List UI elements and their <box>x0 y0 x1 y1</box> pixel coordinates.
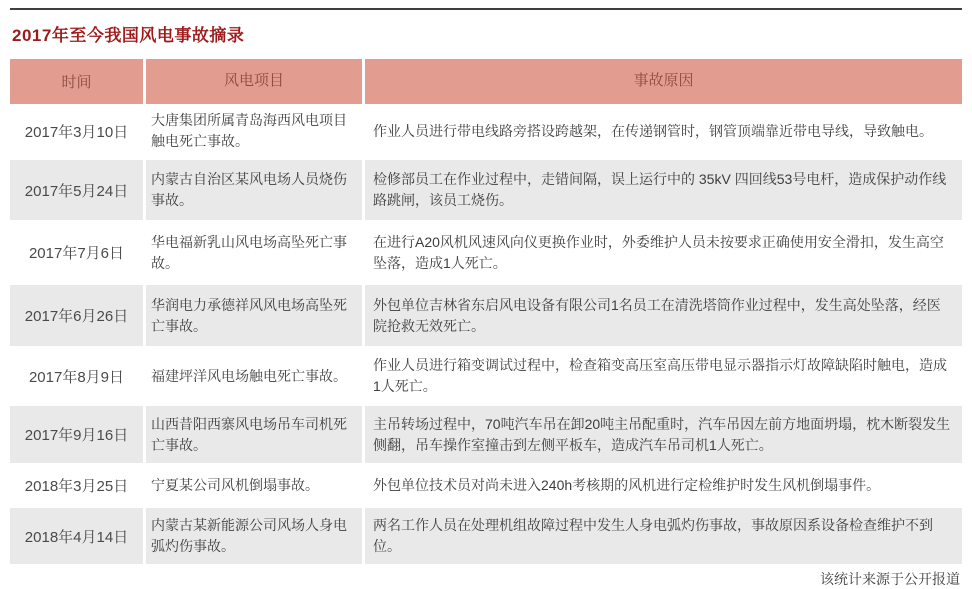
cause-cell: 外包单位技术员对尚未进入240h考核期的风机进行定检维护时发生风机倒塌事件。 <box>365 465 962 506</box>
date-cell: 2017年7月6日 <box>10 222 143 283</box>
date-cell: 2018年3月25日 <box>10 465 143 506</box>
accidents-table <box>10 59 962 564</box>
table-row <box>10 508 962 564</box>
cause-cell: 两名工作人员在处理机组故障过程中发生人身电弧灼伤事故，事故原因系设备检查维护不到位。 <box>365 508 962 564</box>
date-cell: 2017年8月9日 <box>10 348 143 404</box>
table-row <box>10 285 962 346</box>
table-row <box>10 348 962 404</box>
table-header-row <box>10 59 962 104</box>
project-cell: 内蒙古自治区某风电场人员烧伤事故。 <box>146 160 362 220</box>
table-row <box>10 222 962 283</box>
table-row <box>10 406 962 463</box>
date-cell: 2017年5月24日 <box>10 160 143 220</box>
date-cell: 2017年9月16日 <box>10 406 143 463</box>
header-time: 时间 <box>10 59 143 104</box>
cause-cell: 主吊转场过程中，70吨汽车吊在卸20吨主吊配重时，汽车吊因左前方地面坍塌，枕木断裂发生侧翻，吊车操作室撞击到左侧平板车，造成汽车吊司机1人死亡。 <box>365 406 962 463</box>
date-cell: 2018年4月14日 <box>10 508 143 564</box>
top-divider <box>10 8 962 10</box>
date-cell: 2017年6月26日 <box>10 285 143 346</box>
source-note: 该统计来源于公开报道 <box>820 571 960 587</box>
project-cell: 内蒙古某新能源公司风场人身电弧灼伤事故。 <box>146 508 362 564</box>
project-cell: 华电福新乳山风电场高坠死亡事故。 <box>146 222 362 283</box>
page-title: 2017年至今我国风电事故摘录 <box>12 26 245 45</box>
header-project: 风电项目 <box>146 59 362 104</box>
table-row <box>10 104 962 158</box>
cause-cell: 检修部员工在作业过程中，走错间隔，误上运行中的 35kV 四回线53号电杆，造成保护动作线路跳闸，该员工烧伤。 <box>365 160 962 220</box>
cause-cell: 外包单位吉林省东启风电设备有限公司1名员工在清洗塔筒作业过程中，发生高处坠落，经医院抢救无效死亡。 <box>365 285 962 346</box>
project-cell: 华润电力承德祥风风电场高坠死亡事故。 <box>146 285 362 346</box>
header-cause: 事故原因 <box>365 59 962 104</box>
cause-cell: 作业人员进行带电线路旁搭设跨越架，在传递钢管时，钢管顶端靠近带电导线，导致触电。 <box>365 104 962 158</box>
table-row <box>10 160 962 220</box>
project-cell: 山西昔阳西寨风电场吊车司机死亡事故。 <box>146 406 362 463</box>
cause-cell: 作业人员进行箱变调试过程中，检查箱变高压室高压带电显示器指示灯故障缺陷时触电，造成1人死亡。 <box>365 348 962 404</box>
project-cell: 大唐集团所属青岛海西风电项目触电死亡事故。 <box>146 104 362 158</box>
date-cell: 2017年3月10日 <box>10 104 143 158</box>
cause-cell: 在进行A20风机风速风向仪更换作业时，外委维护人员未按要求正确使用安全滑扣，发生高空坠落，造成1人死亡。 <box>365 222 962 283</box>
project-cell: 福建坪洋风电场触电死亡事故。 <box>146 348 362 404</box>
table-body <box>10 104 962 564</box>
project-cell: 宁夏某公司风机倒塌事故。 <box>146 465 362 506</box>
table-row <box>10 465 962 506</box>
